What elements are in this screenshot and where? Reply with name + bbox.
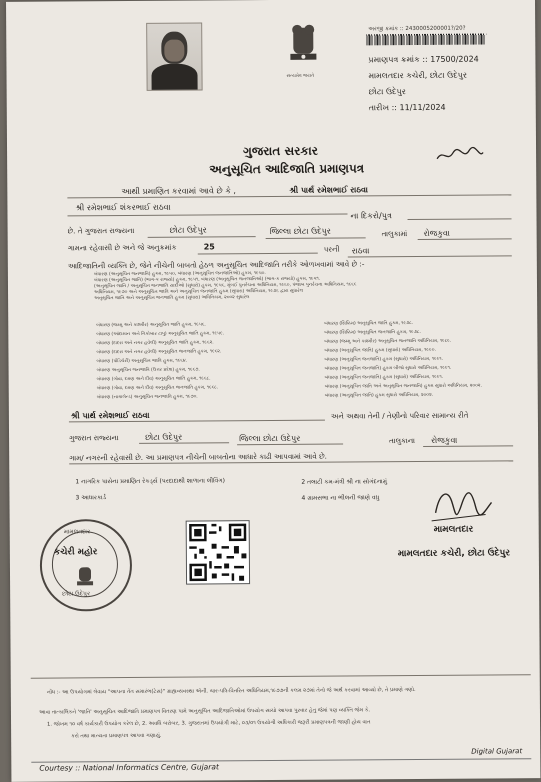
taluka-label-2: તાલુકાના [389, 436, 416, 446]
taluka-value: છોટા ઉદેપુર [169, 225, 207, 235]
order-line: બંધારણ (અનુસૂચિત જાતિ) (ભાગ-ક રાજ્યો) હુકમ, ૧૯૫૧, બંધારણ (અનુસૂચિત જનજાતિઓ) (ભાગ-ક રાજ્યો) હુકમ, ૧૯૫૧. [93, 276, 321, 284]
issue-date: 11/11/2024 [399, 102, 446, 113]
order-line: બંધારણ (જમ્મુ અને કાશ્મીર) અનુસૂચિત જાતિ હુકમ, ૧૯૫૬. [96, 322, 206, 329]
order-line: બંધારણ અનુસૂચિત જનજાતિ (ઉત્તર પ્રદેશ) હુકમ, ૧૯૬૭. [96, 367, 200, 374]
courtesy-text: Courtesy :: National Informatics Centre, Gujarat [39, 762, 219, 773]
order-line: બંધારણ (અનુસૂચિત જાતિ અને અનુસૂચિત જનજાતિ) હુકમ સુધારો અધિનિયમ, ૨૦૦૨. [324, 383, 483, 390]
village-value-2: રોજકુવા [431, 435, 458, 445]
order-line: બંધારણ (ગોવા, દમણ અને દીવ) અનુસૂચિત જાતિ હુકમ, ૧૯૬૮. [96, 376, 211, 383]
village-value: રોજકુવા [423, 228, 450, 238]
serial-label: પ્રમાણપત્ર ક્રમાંક [368, 54, 420, 65]
order-line: બંધારણ (આંદામાન અને નિકોબાર ટાપુ) અનુસૂચિત જાતિ હુકમ, ૧૯૫૯. [96, 331, 225, 338]
seal-top-text: મામલતદાર [63, 528, 91, 536]
applicant-photo [146, 22, 202, 90]
order-line: બંધારણ (અનુસૂચિત જાતિ) હુકમ સુધારો અધિનિયમ, ૨૦૦૨. [324, 392, 434, 399]
family-text: અને અથવા તેની / તેણીનો પરિવાર સામાન્ય રીતે [330, 410, 469, 421]
district-label: જિલ્લા [269, 226, 292, 237]
tribe-label: પરની [323, 244, 340, 254]
barcode-text: અરજી ક્રમાંક :: 2430005200001?/20? [368, 25, 466, 33]
barcode [366, 33, 486, 45]
order-line: બંધારણ (અનુસૂચિત જનજાતિ) હુકમ, ૧૯૫૦, બંધારણ (અનુસૂચિત જનજાતિઓ) હુકમ, ૧૯૫૦. [93, 271, 266, 278]
taluka-value-2: છોટા ઉદેપુર [145, 432, 183, 442]
office-place: છોટા ઉદેપુર [368, 87, 406, 97]
order-line: બંધારણ (અનુસૂચિત જનજાતિ) હુકમ બીજો સુધારો અધિનિયમ, ૧૯૯૧. [324, 365, 452, 372]
order-line: બંધારણ (દાદરા અને નગર હવેલી) અનુસૂચિત જનજાતિ હુકમ, ૧૯૬૨. [96, 349, 222, 356]
tribe-text: આદિજાતિની વ્યક્તિ છે, જેને નીચેની બાબતો હેઠળ અનુસૂચિત આદિજાતિ તરીકે ઓળખવામાં આવે છે :- [67, 259, 365, 271]
date-label: તારીખ :: [368, 103, 397, 113]
certificate-page [6, 0, 540, 782]
holder-name: શ્રી પાર્થ રમેશભાઈ રાઠવા [289, 185, 368, 195]
orders-list [94, 270, 357, 302]
order-line: બંધારણ (અનુસૂચિત જાતિ) હુકમ (સુધારો) અધિનિયમ, ૧૯૯૦. [324, 347, 436, 354]
emblem-caption: સત્યમેવ જયતે [286, 73, 315, 79]
seal-middle-text: કચેરી મહોર [53, 547, 98, 558]
officer-designation: મામલતદાર [433, 524, 474, 535]
handwritten-reference [415, 144, 505, 167]
district-value: છોટા ઉદેપુર [293, 226, 331, 236]
national-emblem-icon [282, 20, 324, 72]
note-line: નોંધ :- આ ઉપયોગમાં લેવાય "આપના તેંત સમારંભ(ટેસ)" ગ્રાહ્યવ્યવસ્થા ઍની. ચાર-પત્રિ-વિતરિત અધિનિયમ,૧૯૭૭ની કલમ ૨૭માં તેનો જે અર્થ કરવામાં આવ્યો છે, તે પ્રમાણે ગણો. [46, 687, 416, 696]
district-value-2: છોટા ઉદેપુર [263, 433, 301, 444]
holder-name-repeat: શ્રી પાર્થ રમેશભાઈ રાઠવા [70, 410, 150, 421]
state-label-2: ગુજરાત રાજ્યના [69, 433, 119, 443]
order-line: બંધારણ (અનુસૂચિત જનજાતિ) હુકમ (સુધારો) અધિનિયમ, ૧૯૯૧. [324, 374, 444, 381]
taluka-label: તાલુકામાં [381, 229, 408, 239]
order-line: બંધારણ (સિક્કિમ) અનુસૂચિત જાતિ હુકમ, ૧૯૭૮. [324, 321, 414, 327]
note-line: કરો તથા માન્યતા પ્રમાણપત્ર આપવા ગણાયું. [71, 732, 162, 740]
government-title: ગુજરાત સરકાર [243, 143, 319, 159]
order-line: (અનુસૂચિત જાતિ / અનુસૂચિત જનજાતિ યાદીઓ (સુધારો) હુકમ, ૧૯૫૬, મુંબઈ પુનર્રચના અધિનિયમ, ૧૯૬૦, પંજાબ પુનર્રચના અધિનિયમ, ૧૯૬૬ [93, 282, 357, 290]
order-line: બંધારણ (ગોવા, દમણ અને દીવ) અનુસૂચિત જનજાતિ હુકમ, ૧૯૬૮. [96, 385, 219, 392]
seal-bottom-text: છોટા ઉદેપુર [62, 590, 91, 598]
order-line: બંધારણ (દાદરા અને નગર હવેલી) અનુસૂચિત જાતિ હુકમ, ૧૯૬૨. [96, 340, 214, 347]
order-line: બંધારણ (નાગાલેન્ડ) અનુસૂચિત જનજાતિ હુકમ, ૧૯૭૦. [96, 394, 198, 401]
certificate-title: અનુસૂચિત આદિજાતિ પ્રમાણપત્ર [209, 161, 365, 177]
state-label: છે. તે ગુજરાત રાજ્યના [67, 225, 135, 236]
orders-right-column [324, 319, 482, 401]
supporting-document-4: 4 ગ્રામસભા ના ભીલની જાણે વધુ [301, 494, 380, 502]
office-seal [40, 519, 133, 612]
relation-text: ના દિકરો/પુત્ર [350, 211, 392, 221]
supporting-document-2: 2 તલાટી કમ-મંત્રી શ્રી ના સોગંદનામું [301, 478, 388, 486]
officer-office: મામલતદાર કચેરી, છોટા ઉદેપુર [397, 548, 511, 560]
district-label-2: જિલ્લા [239, 434, 261, 444]
tribe-value: રાઠવા [351, 246, 370, 256]
order-line: બંધારણ (અનુસૂચિત જનજાતિ) હુકમ (સુધારો) અધિનિયમ, ૧૯૯૧. [324, 356, 444, 363]
serial-number: :: 17500/2024 [422, 54, 479, 64]
digital-gujarat-label: Digital Gujarat [471, 747, 523, 756]
order-line: બંધારણ (સિક્કિમ) અનુસૂચિત જનજાતિ હુકમ, ૧૯૭૮. [324, 329, 421, 336]
orders-left-column [96, 320, 224, 402]
attest-text: આથી પ્રમાણિત કરવામાં આવે છે કે , [121, 186, 236, 197]
father-name: શ્રી રમેશભાઈ શંકરભાઈ રાઠવા [75, 202, 171, 213]
note-line: 1. જોખમ ૧૦ વર્ષ કાર્યકારી ઉપયોગ કરેલ છે, 2. અવધિ બરોબર, 3. ગુજરાતમાં ઉપયોગી માટે, ૦૩/૦૧ ઉપયોગી અધિકારી જરૂરી પ્રમાણપત્રની જાણી હોય વાત [47, 719, 371, 728]
basis-text: ગામ/ નગરની રહેવાસી છે. આ પ્રમાણપત્ર નીચેની બાબતોના આધારે કાઢી આપવામાં આવે છે. [69, 451, 327, 463]
order-line: અનુસૂચિત જાતિ અને અનુસૂચિત જનજાતિ હુકમ (સુધારા) અધિનિયમ, ૨૦૦૨ સુધારેલ [94, 295, 250, 302]
order-line: બંધારણ (પોંડિચેરી) અનુસૂચિત જાતિ હુકમ, ૧૯૬૪. [96, 358, 188, 365]
order-line: બંધારણ (જમ્મુ અને કાશ્મીર) અનુસૂચિત જનજાતિ અધિનિયમ, ૧૯૮૯. [324, 338, 452, 345]
order-line: અધિનિયમ, ૧૯૭૦ અને અનુસૂચિત જાતિ અને અનુસૂચિત જનજાતિ હુકમ (સુધારા) અધિનિયમ, ૧૯૭૬ દ્વારા સુધારેલ [94, 288, 304, 296]
office-name: મામલતદાર કચેરી, છોટા ઉદેપુર [368, 70, 468, 81]
entry-text: ગામના રહેવાસી છે અને જે અનુક્રમાંક [67, 242, 177, 253]
supporting-document-3: 3 આધારકાર્ડ [75, 494, 107, 502]
supporting-document-1: 1 નાગરિક પાસેના પ્રમાણિત રેકર્ડ્સ (પરદાદાથી શાળાના લીવિંગ) [75, 477, 225, 486]
note-line: આવા તાત્કાલિકને 'જાતિ' અનુસૂચિત આદિજાતિ પ્રમાણપત્ર વિતરણ પામે અનુસૂચિત આદિજાતિઓમાં ઉપયોગ સાચો આપવા પુરવાર હેતુ જેમાં પણ વ્યક્તિ જેમ કે. [38, 707, 371, 716]
verification-qr-code [186, 520, 250, 584]
seal-emblem-icon [74, 561, 96, 587]
entry-number: 25 [203, 242, 215, 252]
